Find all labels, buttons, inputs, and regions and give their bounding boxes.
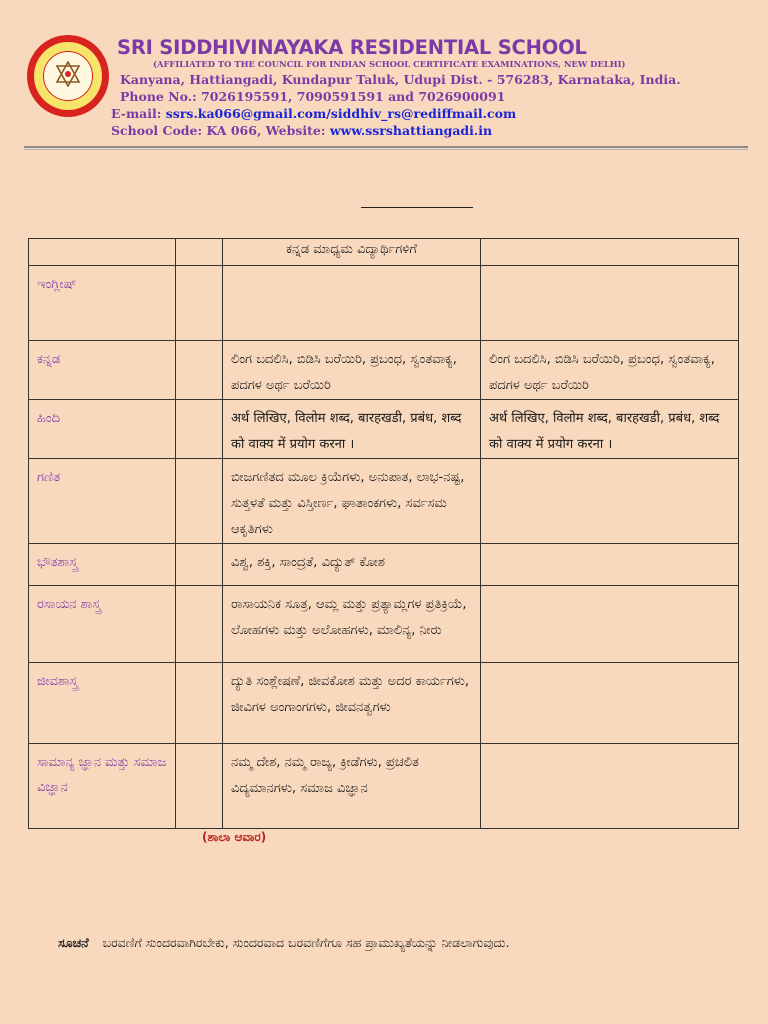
header-cell-empty: [176, 239, 223, 266]
email-label: E-mail:: [111, 106, 166, 121]
empty-cell: [176, 341, 223, 400]
email-link[interactable]: ssrs.ka066@gmail.com/siddhiv_rs@rediffmail.com: [165, 106, 517, 121]
topics-cell: [481, 266, 739, 341]
empty-cell: [176, 586, 223, 663]
footer-note: [58, 935, 510, 951]
logo-emblem-icon: [56, 61, 80, 87]
topics-cell: अर्थ लिखिए, विलोम शब्द, बारहखडी, प्रबंध, शब्द को वाक्य में प्रयोग करना ।: [223, 400, 481, 459]
topics-cell: [481, 459, 739, 544]
title-underline: [361, 207, 473, 208]
table-row: [29, 341, 739, 400]
footer-text: ಬರವಣಿಗೆ ಸುಂದರವಾಗಿರಬೇಕು, ಸುಂದರವಾದ ಬರವಣಿಗೆಗೂ ಸಹ ಪ್ರಾಮುಖ್ಯತೆಯನ್ನು ನೀಡಲಾಗುವುದು.: [102, 935, 510, 950]
header-divider: [24, 146, 748, 148]
subject-cell: ರಸಾಯನ ಶಾಸ್ತ್ರ: [29, 586, 176, 663]
topics-cell: ರಾಸಾಯನಿಕ ಸೂತ್ರ, ಆಮ್ಲ ಮತ್ತು ಪ್ರತ್ಯಾಮ್ಲಗಳ ಪ್ರತಿಕ್ರಿಯೆ, ಲೋಹಗಳು ಮತ್ತು ಅಲೋಹಗಳು, ಮಾಲಿನ್ಯ, ನೀರು: [223, 586, 481, 663]
subject-cell: ಜೀವಶಾಸ್ತ್ರ: [29, 663, 176, 744]
subject-cell: ಸಾಮಾನ್ಯ ಜ್ಞಾನ ಮತ್ತು ಸಮಾಜ ವಿಜ್ಞಾನ: [29, 744, 176, 829]
school-logo: [27, 35, 109, 117]
empty-cell: [176, 744, 223, 829]
syllabus-table: [28, 238, 739, 829]
topics-cell: [481, 663, 739, 744]
table-row: [29, 586, 739, 663]
school-code-line: [111, 123, 492, 138]
table-row: [29, 400, 739, 459]
topics-cell: [223, 266, 481, 341]
address-text: Kanyana, Hattiangadi, Kundapur Taluk, Udupi Dist. - 576283, Karnataka, India.: [120, 72, 681, 87]
empty-cell: [176, 459, 223, 544]
header-cell-empty: [481, 239, 739, 266]
empty-cell: [176, 663, 223, 744]
topics-cell: [481, 544, 739, 586]
subject-cell: ಇಂಗ್ಲೀಷ್: [29, 266, 176, 341]
footer-label: ಸೂಚನೆ: [58, 935, 89, 950]
empty-cell: [176, 544, 223, 586]
topics-cell: अर्थ लिखिए, विलोम शब्द, बारहखडी, प्रबंध, शब्द को वाक्य में प्रयोग करना ।: [481, 400, 739, 459]
topics-cell: [481, 586, 739, 663]
subject-cell: ಕನ್ನಡ: [29, 341, 176, 400]
empty-cell: [176, 400, 223, 459]
subject-cell: ಗಣಿತ: [29, 459, 176, 544]
subject-cell: ಭೌತಶಾಸ್ತ್ರ: [29, 544, 176, 586]
table-header-row: [29, 239, 739, 266]
header-cell-kannada-medium: ಕನ್ನಡ ಮಾಧ್ಯಮ ವಿದ್ಯಾರ್ಥಿಗಳಿಗೆ: [223, 239, 481, 266]
subject-cell: ಹಿಂದಿ: [29, 400, 176, 459]
empty-cell: [176, 266, 223, 341]
header-cell-empty: [29, 239, 176, 266]
topics-cell: ಲಿಂಗ ಬದಲಿಸಿ, ಬಿಡಿಸಿ ಬರೆಯಿರಿ, ಪ್ರಬಂಧ, ಸ್ವಂತವಾಕ್ಯ, ಪದಗಳ ಅರ್ಥ ಬರೆಯಿರಿ: [481, 341, 739, 400]
table-row: [29, 266, 739, 341]
table-row: [29, 544, 739, 586]
table-row: [29, 459, 739, 544]
topics-cell: ದ್ಯುತಿ ಸಂಶ್ಲೇಷಣೆ, ಜೀವಕೋಶ ಮತ್ತು ಅದರ ಕಾರ್ಯಗಳು, ಜೀವಿಗಳ ಅಂಗಾಂಗಗಳು, ಜೀವನತ್ವಗಳು: [223, 663, 481, 744]
topics-cell: ಲಿಂಗ ಬದಲಿಸಿ, ಬಿಡಿಸಿ ಬರೆಯಿರಿ, ಪ್ರಬಂಧ, ಸ್ವಂತವಾಕ್ಯ, ಪದಗಳ ಅರ್ಥ ಬರೆಯಿರಿ: [223, 341, 481, 400]
affiliation-text: (AFFILIATED TO THE COUNCIL FOR INDIAN SCHOOL CERTIFICATE EXAMINATIONS, NEW DELHI): [153, 59, 626, 69]
topics-cell: ವಿಶ್ವ, ಶಕ್ತಿ, ಸಾಂದ್ರತೆ, ವಿದ್ಯುತ್ ಕೋಶ: [223, 544, 481, 586]
topics-cell: ನಮ್ಮ ದೇಶ, ನಮ್ಮ ರಾಜ್ಯ, ಕ್ರೀಡೆಗಳು, ಪ್ರಚಲಿತ ವಿದ್ಯಮಾನಗಳು, ಸಮಾಜ ವಿಜ್ಞಾನ: [223, 744, 481, 829]
school-campus-note: (ಶಾಲಾ ಆವಾರ): [202, 830, 267, 844]
website-link[interactable]: www.ssrshattiangadi.in: [329, 123, 493, 138]
table-row: [29, 663, 739, 744]
topics-cell: [481, 744, 739, 829]
school-name: SRI SIDDHIVINAYAKA RESIDENTIAL SCHOOL: [117, 36, 587, 59]
header-divider-thin: [24, 149, 748, 150]
table-row: [29, 744, 739, 829]
phone-text: Phone No.: 7026195591, 7090591591 and 7026900091: [120, 89, 506, 104]
school-code-label: School Code: KA 066, Website:: [111, 123, 330, 138]
email-line: [111, 106, 516, 121]
topics-cell: ಬೀಜಗಣಿತದ ಮೂಲ ಕ್ರಿಯೆಗಳು, ಅನುಪಾತ, ಲಾಭ-ನಷ್ಟ, ಸುತ್ತಳತೆ ಮತ್ತು ವಿಸ್ತೀರ್ಣ, ಘಾತಾಂಕಗಳು, ಸರ್ವಸಮ ಆಕೃತಿಗಳು: [223, 459, 481, 544]
